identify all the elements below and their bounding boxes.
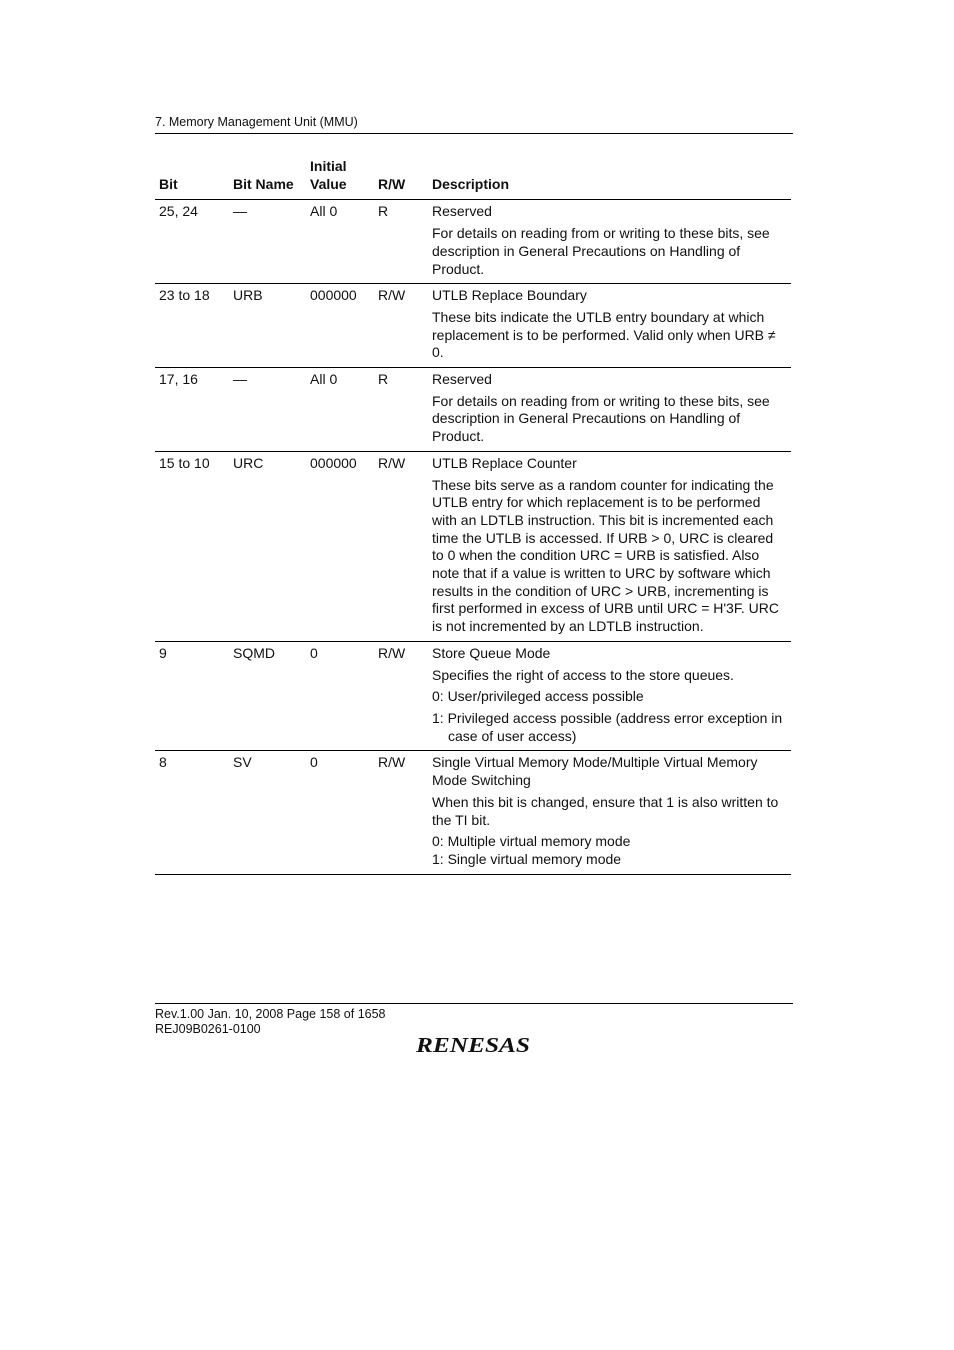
page-footer	[155, 1003, 793, 1037]
table-header-row	[155, 158, 791, 200]
description-paragraph: These bits serve as a random counter for indicating the UTLB entry for which replacement is to be performed with an LDTLB instruction. This bit is incremented each time the UTLB is accessed. If URB > 0, URC is cleared to 0 when the condition URC = URB is satisfied. Also note that if a value is written to URC by software which results in the condition of URC > URB, incrementing is first performed in excess of URB until URC = H'3F. URC is not incremented by an LDTLB instruction.	[432, 476, 779, 635]
bit-name-cell: SQMD	[229, 641, 306, 751]
table-row	[155, 751, 791, 874]
description-cell	[428, 451, 791, 641]
description-cell	[428, 751, 791, 874]
rw-cell: R/W	[374, 751, 428, 874]
bit-name-cell: URC	[229, 451, 306, 641]
table-row	[155, 451, 791, 641]
revision-info: Rev.1.00 Jan. 10, 2008 Page 158 of 1658	[155, 1007, 386, 1021]
bit-cell: 15 to 10	[155, 451, 229, 641]
table-row	[155, 200, 791, 284]
rw-cell: R/W	[374, 451, 428, 641]
header-initial-line2: Value	[310, 175, 347, 192]
bit-cell: 8	[155, 751, 229, 874]
description-paragraph: Reserved	[432, 203, 492, 220]
initial-value-cell: 0	[306, 641, 374, 751]
description-cell	[428, 368, 791, 452]
renesas-logo	[414, 1034, 532, 1056]
initial-value-cell: All 0	[306, 200, 374, 284]
rw-cell: R	[374, 200, 428, 284]
header-initial-value	[306, 158, 374, 200]
section-title: 7. Memory Management Unit (MMU)	[155, 115, 358, 129]
initial-value-cell: All 0	[306, 368, 374, 452]
rw-cell: R/W	[374, 641, 428, 751]
description-paragraph: These bits indicate the UTLB entry boundary at which replacement is to be performed. Valid only when URB ≠ 0.	[432, 308, 776, 361]
table-row	[155, 368, 791, 452]
description-paragraph: 1: Privileged access possible (address error exception in case of user access)	[432, 709, 783, 744]
table-row	[155, 641, 791, 751]
logo-text: RENESAS	[414, 1034, 530, 1056]
header-initial-line1: Initial	[310, 158, 347, 174]
description-cell	[428, 284, 791, 368]
rw-cell: R/W	[374, 284, 428, 368]
bit-name-cell: URB	[229, 284, 306, 368]
description-paragraph: Reserved	[432, 371, 492, 388]
table-row	[155, 284, 791, 368]
description-paragraph: UTLB Replace Boundary	[432, 287, 587, 304]
description-paragraph: When this bit is changed, ensure that 1 is also written to the TI bit.	[432, 793, 779, 828]
bit-cell: 17, 16	[155, 368, 229, 452]
description-cell	[428, 200, 791, 284]
description-cell	[428, 641, 791, 751]
initial-value-cell: 0	[306, 751, 374, 874]
register-bit-table	[155, 158, 791, 875]
description-paragraph: For details on reading from or writing to these bits, see description in General Precautions on Handling of Product.	[432, 225, 770, 277]
header-rw: R/W	[374, 158, 428, 200]
header-bit: Bit	[155, 158, 229, 200]
rw-cell: R	[374, 368, 428, 452]
bit-name-cell: —	[229, 200, 306, 284]
page-header	[155, 115, 793, 134]
bit-name-cell: —	[229, 368, 306, 452]
description-paragraph: UTLB Replace Counter	[432, 454, 577, 471]
description-paragraph: 0: User/privileged access possible	[432, 688, 644, 705]
description-paragraph: Single Virtual Memory Mode/Multiple Virtual Memory Mode Switching	[432, 754, 758, 789]
header-description: Description	[428, 158, 791, 200]
bit-name-cell: SV	[229, 751, 306, 874]
initial-value-cell: 000000	[306, 284, 374, 368]
document-number: REJ09B0261-0100	[155, 1022, 261, 1036]
bit-cell: 23 to 18	[155, 284, 229, 368]
bit-cell: 25, 24	[155, 200, 229, 284]
description-paragraph: For details on reading from or writing to these bits, see description in General Precautions on Handling of Product.	[432, 392, 770, 445]
description-paragraph: 0: Multiple virtual memory mode 1: Single virtual memory mode	[432, 833, 631, 867]
description-paragraph: Specifies the right of access to the store queues.	[432, 666, 734, 683]
description-paragraph: Store Queue Mode	[432, 644, 551, 661]
bit-cell: 9	[155, 641, 229, 751]
header-bit-name: Bit Name	[229, 158, 306, 200]
initial-value-cell: 000000	[306, 451, 374, 641]
